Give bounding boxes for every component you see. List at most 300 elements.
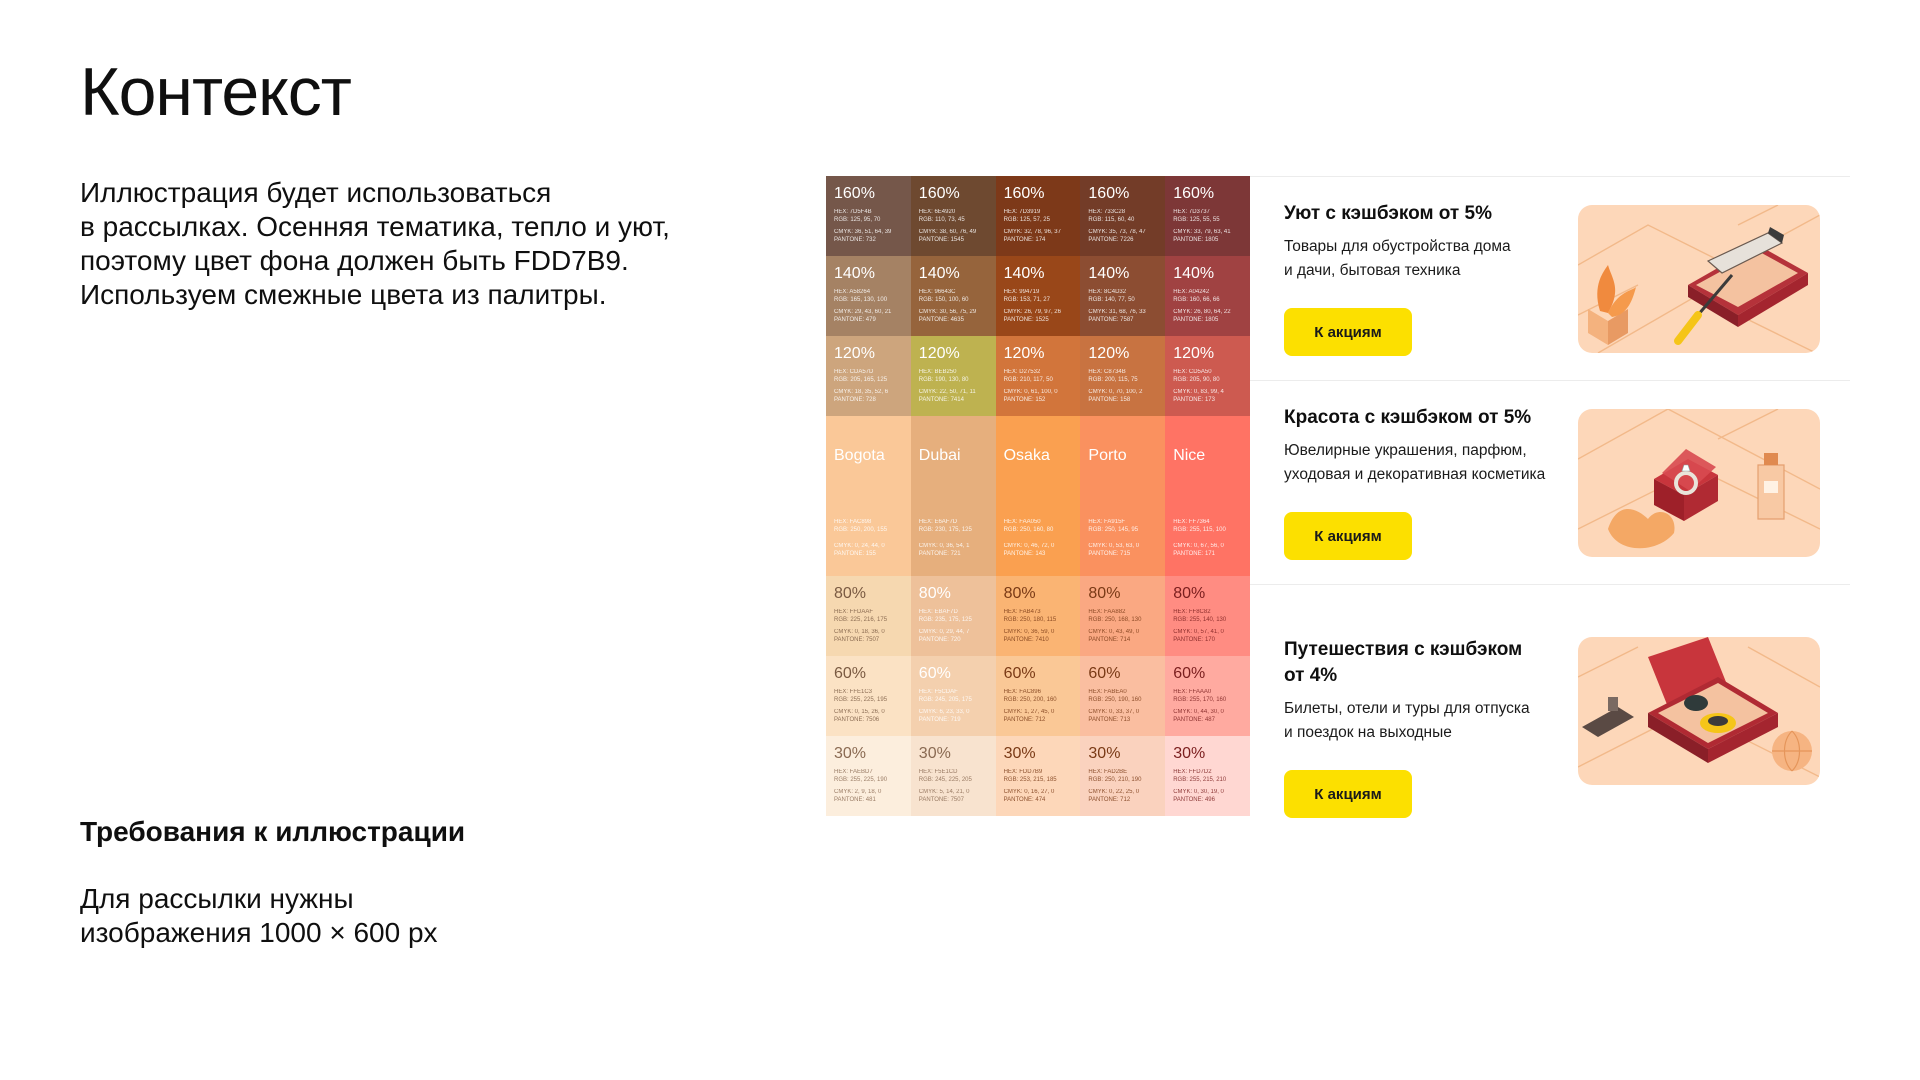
swatch-print-codes (1088, 308, 1165, 324)
offer-desc-line: и поездок на выходные (1284, 724, 1452, 741)
palette-swatch (1165, 576, 1250, 656)
swatch-rgb: RGB: 125, 95, 70 (834, 217, 881, 223)
swatch-pantone: PANTONE: 7414 (918, 397, 964, 403)
swatch-rgb: RGB: 205, 90, 80 (1173, 377, 1220, 383)
swatch-rgb: RGB: 125, 57, 25 (1003, 217, 1050, 223)
swatch-codes (919, 288, 996, 304)
swatch-rgb: RGB: 250, 190, 160 (1088, 697, 1142, 703)
swatch-print-codes (834, 708, 911, 724)
swatch-percent: 140% (1088, 265, 1130, 282)
swatch-rgb: RGB: 250, 160, 80 (1003, 527, 1054, 533)
swatch-pantone: PANTONE: 714 (1088, 637, 1131, 643)
palette-swatch (911, 416, 996, 576)
offer-button[interactable]: К акциям (1284, 770, 1412, 818)
offer-button[interactable]: К акциям (1284, 512, 1412, 560)
swatch-rgb: RGB: 205, 165, 125 (834, 377, 888, 383)
swatch-rgb: RGB: 255, 170, 160 (1173, 697, 1227, 703)
swatch-percent: 160% (918, 185, 960, 202)
intro-line: Иллюстрация будет использоваться (80, 177, 552, 208)
swatch-pantone: PANTONE: 174 (1003, 237, 1046, 243)
swatch-percent: 160% (834, 185, 875, 202)
swatch-codes (1173, 208, 1250, 224)
swatch-hex: HEX: FFD7D2 (1173, 769, 1212, 775)
swatch-codes (1004, 688, 1081, 704)
swatch-cmyk: CMYK: 36, 51, 64, 39 (834, 229, 892, 235)
swatch-percent: 30% (1003, 745, 1036, 762)
swatch-hex: HEX: 8C4D32 (1088, 289, 1127, 295)
offer-title-line: Путешествия с кэшбэком (1284, 639, 1523, 660)
swatch-percent: 160% (1003, 185, 1045, 202)
swatch-codes (919, 518, 972, 534)
swatch-print-codes (1088, 788, 1165, 804)
swatch-codes (1088, 368, 1165, 384)
swatch-rgb: RGB: 235, 175, 125 (918, 617, 972, 623)
palette-swatch (996, 656, 1081, 736)
swatch-cmyk: CMYK: 0, 24, 44, 0 (834, 543, 885, 549)
swatch-codes (1173, 518, 1226, 534)
palette-swatch (826, 736, 911, 816)
swatch-percent: 140% (918, 265, 960, 282)
swatch-rgb: RGB: 250, 180, 115 (1003, 617, 1057, 623)
offer-desc-line: и дачи, бытовая техника (1284, 262, 1461, 279)
requirements-title: Требования к иллюстрации (80, 816, 466, 847)
swatch-print-codes (1088, 542, 1139, 558)
swatch-percent: 140% (834, 265, 875, 282)
swatch-cmyk: CMYK: 2, 9, 18, 0 (834, 789, 882, 795)
swatch-print-codes (834, 788, 911, 804)
swatch-print-codes (1004, 788, 1081, 804)
swatch-rgb: RGB: 250, 168, 130 (1088, 617, 1142, 623)
swatch-rgb: RGB: 140, 77, 50 (1088, 297, 1135, 303)
swatch-percent: 30% (834, 745, 867, 762)
swatch-codes (919, 368, 996, 384)
palette-swatch (911, 736, 996, 816)
swatch-hex: HEX: E6AF7D (918, 519, 958, 525)
swatch-hex: HEX: FF8C82 (1173, 609, 1211, 615)
swatch-print-codes (919, 388, 996, 404)
swatch-print-codes (1173, 542, 1224, 558)
swatch-hex: HEX: 6E4920 (918, 209, 956, 215)
swatch-rgb: RGB: 225, 216, 175 (834, 617, 888, 623)
palette-swatch (1080, 736, 1165, 816)
swatch-name: Porto (1088, 447, 1127, 464)
swatch-percent: 80% (1088, 585, 1121, 602)
swatch-name: Bogota (834, 447, 885, 464)
swatch-percent: 80% (918, 585, 951, 602)
swatch-pantone: PANTONE: 481 (834, 797, 876, 803)
swatch-cmyk: CMYK: 0, 36, 54, 1 (918, 543, 970, 549)
swatch-percent: 60% (1088, 665, 1121, 682)
swatch-rgb: RGB: 255, 115, 100 (1173, 527, 1226, 533)
swatch-codes (834, 608, 911, 624)
swatch-codes (1088, 208, 1165, 224)
palette-swatch (996, 256, 1081, 336)
swatch-hex: HEX: A58264 (834, 289, 871, 295)
palette-swatch (996, 576, 1081, 656)
swatch-pantone: PANTONE: 1525 (1003, 317, 1049, 323)
swatch-pantone: PANTONE: 496 (1173, 797, 1215, 803)
palette-swatch (826, 656, 911, 736)
swatch-print-codes (1004, 542, 1055, 558)
swatch-print-codes (834, 388, 911, 404)
swatch-hex: HEX: C8734B (1088, 369, 1126, 375)
swatch-rgb: RGB: 210, 117, 50 (1003, 377, 1053, 383)
offer-button[interactable]: К акциям (1284, 308, 1412, 356)
offer-title (1284, 201, 1554, 227)
palette-swatch (996, 736, 1081, 816)
swatch-hex: HEX: A04242 (1173, 289, 1210, 295)
swatch-pantone: PANTONE: 1805 (1173, 317, 1219, 323)
swatch-codes (1004, 208, 1081, 224)
palette-swatch (1080, 336, 1165, 416)
palette-swatch (911, 336, 996, 416)
swatch-codes (834, 368, 911, 384)
swatch-pantone: PANTONE: 713 (1088, 717, 1131, 723)
swatch-hex: HEX: 994719 (1003, 289, 1040, 295)
swatch-rgb: RGB: 125, 55, 55 (1173, 217, 1220, 223)
swatch-codes (1173, 288, 1250, 304)
swatch-codes (919, 768, 996, 784)
swatch-cmyk: CMYK: 0, 16, 27, 0 (1003, 789, 1055, 795)
swatch-percent: 120% (1088, 345, 1130, 362)
requirements-line: Для рассылки нужны (80, 883, 354, 914)
swatch-pantone: PANTONE: 1545 (918, 237, 964, 243)
swatch-percent: 120% (834, 345, 875, 362)
swatch-name: Nice (1173, 447, 1206, 464)
palette-swatch (1165, 256, 1250, 336)
swatch-rgb: RGB: 190, 130, 80 (918, 377, 969, 383)
swatch-percent: 160% (1173, 185, 1215, 202)
offer-illustration (1578, 205, 1820, 353)
swatch-cmyk: CMYK: 5, 14, 21, 0 (918, 789, 970, 795)
swatch-codes (1004, 288, 1081, 304)
offer-illustration (1578, 409, 1820, 557)
swatch-rgb: RGB: 165, 130, 100 (834, 297, 888, 303)
swatch-cmyk: CMYK: 0, 83, 99, 4 (1173, 389, 1224, 395)
swatch-percent: 140% (1003, 265, 1045, 282)
palette-swatch (826, 576, 911, 656)
swatch-cmyk: CMYK: 0, 22, 25, 0 (1088, 789, 1140, 795)
swatch-print-codes (1004, 308, 1081, 324)
swatch-percent: 60% (1173, 665, 1206, 682)
paint-tray-icon (1578, 205, 1820, 353)
swatch-percent: 60% (1003, 665, 1036, 682)
swatch-codes (1173, 688, 1250, 704)
offer-title-line: Уют с кэшбэком от 5% (1284, 203, 1492, 224)
swatch-print-codes (1004, 228, 1081, 244)
swatch-pantone: PANTONE: 719 (918, 717, 961, 723)
palette-swatch (826, 416, 911, 576)
palette-swatch (1165, 176, 1250, 256)
swatch-cmyk: CMYK: 6, 23, 33, 0 (918, 709, 970, 715)
swatch-print-codes (1004, 708, 1081, 724)
offer-desc-line: Ювелирные украшения, парфюм, (1284, 442, 1527, 459)
swatch-hex: HEX: FFAAA0 (1173, 689, 1212, 695)
swatch-codes (919, 208, 996, 224)
swatch-print-codes (1173, 228, 1250, 244)
palette-swatch (996, 416, 1081, 576)
swatch-cmyk: CMYK: 0, 70, 100, 2 (1088, 389, 1143, 395)
swatch-hex: HEX: FAA050 (1003, 519, 1041, 525)
swatch-pantone: PANTONE: 715 (1088, 551, 1131, 557)
offer-description (1284, 697, 1530, 745)
palette-swatch (996, 336, 1081, 416)
swatch-print-codes (1004, 628, 1081, 644)
swatch-pantone: PANTONE: 712 (1088, 797, 1131, 803)
swatch-pantone: PANTONE: 720 (918, 637, 961, 643)
swatch-rgb: RGB: 250, 200, 160 (1003, 697, 1057, 703)
swatch-cmyk: CMYK: 0, 30, 19, 0 (1173, 789, 1224, 795)
swatch-hex: HEX: BEB250 (918, 369, 957, 375)
swatch-percent: 80% (834, 585, 867, 602)
swatch-codes (1088, 518, 1138, 534)
swatch-percent: 60% (834, 665, 867, 682)
swatch-hex: HEX: FAEBD7 (834, 769, 873, 775)
swatch-print-codes (834, 228, 911, 244)
swatch-percent: 80% (1003, 585, 1036, 602)
swatch-pantone: PANTONE: 143 (1003, 551, 1046, 557)
palette-swatch (1165, 336, 1250, 416)
swatch-codes (1173, 608, 1250, 624)
swatch-codes (1088, 688, 1165, 704)
offer-title-line: от 4% (1284, 665, 1338, 686)
swatch-cmyk: CMYK: 0, 46, 72, 0 (1003, 543, 1055, 549)
swatch-cmyk: CMYK: 0, 44, 30, 0 (1173, 709, 1224, 715)
swatch-codes (834, 768, 911, 784)
palette-swatch (911, 176, 996, 256)
offer-desc-line: уходовая и декоративная косметика (1284, 466, 1546, 483)
swatch-rgb: RGB: 245, 205, 175 (918, 697, 972, 703)
palette-swatch (826, 176, 911, 256)
palette-swatch (1080, 176, 1165, 256)
swatch-rgb: RGB: 245, 225, 205 (918, 777, 972, 783)
swatch-codes (919, 608, 996, 624)
swatch-rgb: RGB: 110, 73, 45 (918, 217, 965, 223)
swatch-hex: HEX: FABEA0 (1088, 689, 1127, 695)
offer-card-beauty (1250, 380, 1850, 585)
swatch-hex: HEX: 7D5F4B (834, 209, 872, 215)
palette-swatch (996, 176, 1081, 256)
swatch-rgb: RGB: 253, 215, 185 (1003, 777, 1057, 783)
swatch-hex: HEX: FAB473 (1003, 609, 1041, 615)
swatch-rgb: RGB: 255, 225, 195 (834, 697, 888, 703)
swatch-cmyk: CMYK: 0, 67, 56, 0 (1173, 543, 1224, 549)
palette-swatch (1080, 656, 1165, 736)
swatch-codes (1173, 768, 1250, 784)
swatch-hex: HEX: FAC898 (834, 519, 872, 525)
swatch-cmyk: CMYK: 0, 57, 41, 0 (1173, 629, 1224, 635)
palette-swatch (1165, 656, 1250, 736)
swatch-rgb: RGB: 200, 115, 75 (1088, 377, 1138, 383)
swatch-print-codes (834, 542, 885, 558)
swatch-codes (1004, 518, 1054, 534)
swatch-hex: HEX: FAC896 (1003, 689, 1041, 695)
swatch-rgb: RGB: 250, 210, 190 (1088, 777, 1142, 783)
palette-swatch (1165, 416, 1250, 576)
palette-swatch (911, 576, 996, 656)
swatch-hex: HEX: FAA882 (1088, 609, 1126, 615)
swatch-cmyk: CMYK: 0, 18, 36, 0 (834, 629, 885, 635)
swatch-cmyk: CMYK: 26, 80, 64, 22 (1173, 309, 1231, 315)
swatch-print-codes (1173, 628, 1250, 644)
swatch-print-codes (1088, 628, 1165, 644)
offer-desc-line: Товары для обустройства дома (1284, 238, 1511, 255)
swatch-hex: HEX: FFDAAF (834, 609, 874, 615)
swatch-hex: HEX: CDA57D (834, 369, 874, 375)
swatch-cmyk: CMYK: 0, 15, 26, 0 (834, 709, 885, 715)
swatch-pantone: PANTONE: 479 (834, 317, 876, 323)
swatch-pantone: PANTONE: 155 (834, 551, 876, 557)
swatch-cmyk: CMYK: 0, 53, 63, 0 (1088, 543, 1140, 549)
swatch-percent: 120% (1003, 345, 1045, 362)
swatch-codes (1088, 768, 1165, 784)
offer-card-home (1250, 176, 1850, 381)
swatch-rgb: RGB: 250, 200, 155 (834, 527, 888, 533)
swatch-rgb: RGB: 255, 215, 210 (1173, 777, 1227, 783)
swatch-percent: 120% (918, 345, 960, 362)
swatch-print-codes (919, 708, 996, 724)
swatch-percent: 120% (1173, 345, 1215, 362)
swatch-pantone: PANTONE: 152 (1003, 397, 1046, 403)
swatch-hex: HEX: FA915F (1088, 519, 1126, 525)
swatch-print-codes (919, 628, 996, 644)
swatch-percent: 30% (1173, 745, 1206, 762)
palette-swatch (1080, 416, 1165, 576)
intro-line: Используем смежные цвета из палитры. (80, 279, 607, 310)
swatch-codes (834, 518, 887, 534)
swatch-print-codes (1173, 308, 1250, 324)
swatch-pantone: PANTONE: 487 (1173, 717, 1215, 723)
swatch-cmyk: CMYK: 33, 79, 63, 41 (1173, 229, 1231, 235)
swatch-pantone: PANTONE: 7507 (918, 797, 964, 803)
swatch-print-codes (1173, 788, 1250, 804)
offer-title (1284, 637, 1554, 689)
swatch-codes (834, 688, 911, 704)
swatch-cmyk: CMYK: 38, 60, 76, 49 (918, 229, 977, 235)
swatch-pantone: PANTONE: 4635 (918, 317, 964, 323)
swatch-percent: 80% (1173, 585, 1206, 602)
swatch-pantone: PANTONE: 171 (1173, 551, 1215, 557)
swatch-codes (1004, 368, 1081, 384)
swatch-codes (1173, 368, 1250, 384)
swatch-rgb: RGB: 160, 66, 66 (1173, 297, 1220, 303)
swatch-print-codes (1088, 388, 1165, 404)
swatch-cmyk: CMYK: 22, 50, 71, 11 (918, 389, 976, 395)
swatch-print-codes (1088, 228, 1165, 244)
palette-swatch (911, 656, 996, 736)
swatch-codes (1004, 768, 1081, 784)
swatch-hex: HEX: FDD7B9 (1003, 769, 1043, 775)
swatch-print-codes (1173, 708, 1250, 724)
offer-description (1284, 439, 1545, 487)
swatch-pantone: PANTONE: 732 (834, 237, 876, 243)
ring-box-icon (1578, 409, 1820, 557)
swatch-print-codes (919, 788, 996, 804)
swatch-print-codes (919, 308, 996, 324)
swatch-hex: HEX: EBAF7D (918, 609, 958, 615)
palette-swatch (1080, 576, 1165, 656)
swatch-pantone: PANTONE: 7506 (834, 717, 880, 723)
swatch-hex: HEX: 733C28 (1088, 209, 1126, 215)
palette-swatch (826, 256, 911, 336)
swatch-codes (1004, 608, 1081, 624)
swatch-cmyk: CMYK: 29, 43, 60, 21 (834, 309, 892, 315)
palette-swatch (826, 336, 911, 416)
intro-line: в рассылках. Осенняя тематика, тепло и уют, (80, 211, 670, 242)
swatch-cmyk: CMYK: 0, 36, 59, 0 (1003, 629, 1055, 635)
requirements-text (80, 882, 438, 950)
swatch-cmyk: CMYK: 0, 33, 37, 0 (1088, 709, 1140, 715)
palette-swatch (911, 256, 996, 336)
swatch-percent: 140% (1173, 265, 1215, 282)
page-title: Контекст (80, 54, 351, 130)
swatch-cmyk: CMYK: 0, 43, 49, 0 (1088, 629, 1140, 635)
swatch-print-codes (1173, 388, 1250, 404)
swatch-pantone: PANTONE: 1805 (1173, 237, 1219, 243)
swatch-pantone: PANTONE: 721 (918, 551, 961, 557)
swatch-hex: HEX: FFE1C3 (834, 689, 873, 695)
swatch-codes (834, 288, 911, 304)
swatch-pantone: PANTONE: 170 (1173, 637, 1215, 643)
swatch-cmyk: CMYK: 0, 29, 44, 7 (918, 629, 970, 635)
swatch-print-codes (834, 308, 911, 324)
offer-title-line: Красота с кэшбэком от 5% (1284, 407, 1532, 428)
swatch-name: Dubai (918, 447, 961, 464)
swatch-cmyk: CMYK: 18, 35, 52, 6 (834, 389, 889, 395)
swatch-percent: 30% (918, 745, 951, 762)
swatch-rgb: RGB: 255, 225, 190 (834, 777, 888, 783)
swatch-hex: HEX: 96643C (918, 289, 956, 295)
swatch-pantone: PANTONE: 474 (1003, 797, 1046, 803)
swatch-pantone: PANTONE: 158 (1088, 397, 1131, 403)
swatch-print-codes (1088, 708, 1165, 724)
suitcase-icon (1578, 637, 1820, 785)
swatch-rgb: RGB: 150, 100, 60 (918, 297, 969, 303)
swatch-cmyk: CMYK: 0, 61, 100, 0 (1003, 389, 1058, 395)
swatch-print-codes (919, 228, 996, 244)
swatch-pantone: PANTONE: 7507 (834, 637, 880, 643)
swatch-rgb: RGB: 250, 145, 95 (1088, 527, 1139, 533)
offer-description (1284, 235, 1511, 283)
swatch-print-codes (1004, 388, 1081, 404)
swatch-percent: 60% (918, 665, 951, 682)
swatch-name: Osaka (1003, 447, 1050, 464)
swatch-rgb: RGB: 115, 60, 40 (1088, 217, 1135, 223)
intro-text (80, 176, 720, 312)
swatch-cmyk: CMYK: 35, 73, 78, 47 (1088, 229, 1146, 235)
swatch-print-codes (919, 542, 970, 558)
swatch-percent: 30% (1088, 745, 1121, 762)
swatch-pantone: PANTONE: 728 (834, 397, 876, 403)
swatch-cmyk: CMYK: 1, 27, 45, 0 (1003, 709, 1055, 715)
swatch-hex: HEX: F5CDAF (918, 689, 958, 695)
swatch-pantone: PANTONE: 7226 (1088, 237, 1134, 243)
intro-line: поэтому цвет фона должен быть FDD7B9. (80, 245, 629, 276)
swatch-hex: HEX: CD5A50 (1173, 369, 1212, 375)
requirements-line: изображения 1000 × 600 px (80, 917, 438, 948)
swatch-rgb: RGB: 255, 140, 130 (1173, 617, 1227, 623)
swatch-codes (1088, 288, 1165, 304)
swatch-hex: HEX: F5E1CD (918, 769, 958, 775)
swatch-pantone: PANTONE: 712 (1003, 717, 1046, 723)
color-palette (826, 176, 1250, 816)
swatch-cmyk: CMYK: 26, 79, 97, 26 (1003, 309, 1061, 315)
swatch-pantone: PANTONE: 7410 (1003, 637, 1049, 643)
swatch-rgb: RGB: 230, 175, 125 (918, 527, 972, 533)
swatch-hex: HEX: FF7364 (1173, 519, 1210, 525)
swatch-codes (1088, 608, 1165, 624)
swatch-percent: 160% (1088, 185, 1130, 202)
